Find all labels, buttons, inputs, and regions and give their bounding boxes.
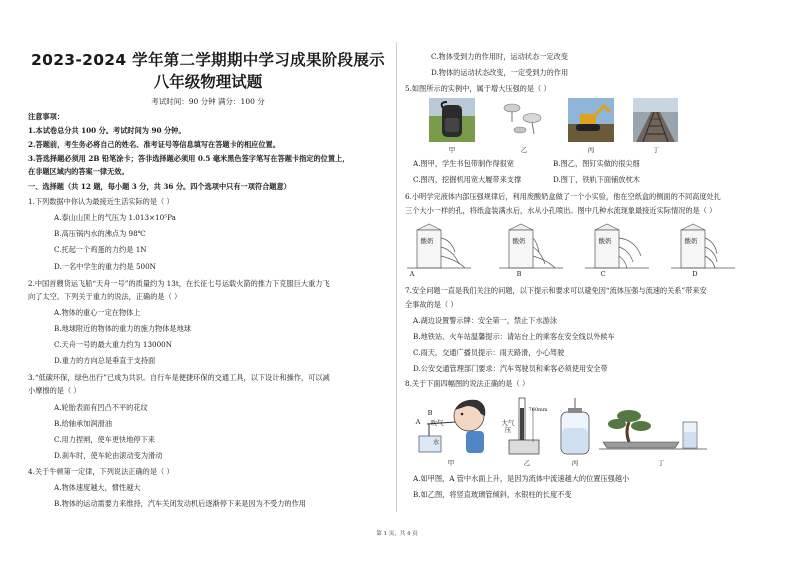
milk-carton-c — [585, 222, 649, 270]
figure-caption: 丁 — [657, 459, 665, 467]
option: B.地铁站、火车站温馨提示：请站台上的乘客在安全线以外候车 — [413, 332, 615, 341]
section-heading: 一、选择题（共 12 题，每小题 3 分，共 36 分。四个选项中只有一项符合题意） — [28, 182, 291, 191]
option: A.湖边设置警示牌：安全第一，禁止下水游泳 — [413, 316, 558, 325]
figure-caption: 乙 — [520, 146, 528, 154]
carton-label: 酸奶 — [598, 237, 612, 245]
excavator-image — [568, 98, 614, 142]
figure-caption: D — [692, 270, 698, 278]
bonsai-water-figure — [599, 402, 707, 454]
question-stem: 4.关于牛顿第一定律，下列说法正确的是（ ） — [28, 467, 174, 476]
height-label: 760mm — [528, 407, 548, 413]
figure-caption: 丙 — [587, 146, 595, 154]
milk-carton-d — [671, 222, 735, 270]
question-stem: 6.小明学完液体内部压强规律后，利用废酸奶盒做了一个小实验，他在空纸盒的侧面的不同高度处扎 — [405, 192, 721, 201]
question-stem: 1.下列数据中你认为最接近生活实际的是（ ） — [28, 197, 174, 206]
note-item: 在非题区域内的答案一律无效。 — [28, 167, 129, 176]
question-stem: 3.“低碳环保，绿色出行”已成为共识。自行车是便捷环保的交通工具，以下设计和操作，可以减 — [28, 373, 330, 382]
option: D.一名中学生的重力约是 500N — [54, 262, 156, 271]
option: B.物体的运动需要力来维持，汽车关闭发动机后逐渐停下来是因为不受力的作用 — [54, 499, 306, 508]
option: B.高压锅内水的沸点为 98℃ — [54, 229, 146, 238]
option: B.给轴承加润滑油 — [54, 419, 112, 428]
exam-info: 考试时间：90 分钟 满分：100 分 — [151, 97, 265, 106]
question-stem: 5.如图所示的实例中，属于增大压强的是（ ） — [405, 84, 551, 93]
figure-caption: C — [600, 270, 606, 278]
option: B.如乙图，将竖直玻璃管倾斜，水银柱的长度不变 — [413, 490, 572, 499]
option: C.天舟一号的最大重力约为 13000N — [54, 340, 173, 349]
page-footer: 第 1 页，共 4 页 — [376, 531, 418, 537]
option: C.图丙，挖掘机用宽大履带来支撑 — [413, 175, 522, 184]
milk-carton-b — [499, 222, 563, 270]
option: A.如甲图，A 管中水面上升，是因为流体中流速越大的位置压强越小 — [413, 474, 630, 483]
note-item: 2.答题前，考生务必将自己的姓名、准考证号等信息填写在答题卡的相应位置。 — [28, 140, 280, 149]
figure-caption: 丁 — [652, 146, 660, 154]
column-divider — [396, 42, 397, 512]
option: D.物体的运动状态改变，一定受到力的作用 — [431, 68, 569, 77]
railway-track-image — [633, 98, 678, 142]
option: A.图甲，学生书包带制作得很宽 — [413, 159, 514, 168]
figure-caption: 甲 — [448, 146, 456, 154]
exam-title: 2023-2024 学年第二学期期中学习成果阶段展示 — [31, 51, 385, 69]
figure-caption: 乙 — [523, 459, 531, 467]
atm-label: 大气压 — [501, 419, 515, 434]
option: D.公安交通管理部门要求：汽车驾驶员和乘客必须使用安全带 — [413, 364, 608, 373]
option: D.重力的方向总是垂直于支持面 — [54, 356, 156, 365]
carton-label: 酸奶 — [512, 237, 526, 245]
option: A.物体速度越大，惯性越大 — [54, 483, 141, 492]
option: B.地球附近的物体的重力的施力物体是地球 — [54, 324, 191, 333]
notes-heading: 注意事项： — [28, 112, 64, 121]
option: C.托起一个鸡蛋的力约是 1N — [54, 245, 147, 254]
milk-carton-a — [407, 222, 471, 270]
tube-label-a: A — [415, 418, 421, 426]
option: A.轮胎表面有凹凸不平的花纹 — [54, 403, 148, 412]
question-stem: 向了太空。下列关于重力的说法，正确的是（ ） — [28, 292, 182, 301]
carton-label: 酸奶 — [420, 237, 434, 245]
blow-label: 吹气 — [430, 419, 444, 427]
figure-caption: A — [409, 270, 415, 278]
option: C.用力捏闸，使车更快地停下来 — [54, 435, 155, 444]
option: A.物体的重心一定在物体上 — [54, 308, 141, 317]
note-item: 1.本试卷总分共 100 分。考试时间为 90 分钟。 — [28, 126, 186, 135]
bottle-tube-figure — [555, 398, 595, 456]
blowing-straw-figure — [411, 394, 499, 456]
note-item: 3.答选择题必须用 2B 铅笔涂卡；答非选择题必须用 0.5 毫米黑色签字笔写在答题卡指定的位置上， — [28, 154, 350, 163]
figure-caption: 甲 — [447, 459, 455, 467]
water-label: 水 — [432, 438, 440, 446]
carton-label: 酸奶 — [684, 237, 698, 245]
option: B.图乙，图钉实做的很尖细 — [553, 159, 640, 168]
question-stem: 三个大小一样的孔，将纸盒装满水后，水从小孔喷出。图中几种水流现象最接近实际情况的是（ ） — [405, 206, 717, 215]
question-stem: 7.安全问题一直是我们关注的问题，以下提示和要求可以避免因“流体压强与流速的关系”带来安 — [405, 286, 707, 295]
question-stem: 2.中国首艘货运飞船“天舟一号”的质量约为 13t，在长征七号运载火箭的推力下克服巨大重力飞 — [28, 279, 330, 288]
option: C.雨天，交通广播员提示：雨天路滑，小心驾驶 — [413, 348, 565, 357]
tube-label-b: B — [427, 409, 433, 417]
option: A.泰山山顶上的气压为 1.013×10⁵Pa — [54, 213, 176, 222]
figure-caption: 丙 — [571, 459, 579, 467]
figure-caption: B — [516, 270, 522, 278]
option: D.刹车时，使车轮由滚动变为滑动 — [54, 451, 163, 460]
option: D.图丁，铁轨下面铺放枕木 — [553, 175, 640, 184]
question-stem: 小摩擦的是（ ） — [28, 386, 81, 395]
backpack-image — [429, 98, 475, 142]
question-stem: 全事故的是（ ） — [405, 300, 458, 309]
option: C.物体受到力的作用时，运动状态一定改变 — [431, 52, 568, 61]
thumbtack-image — [498, 98, 550, 142]
exam-subtitle: 八年级物理试题 — [153, 73, 263, 91]
question-stem: 8.关于下面四幅图的说法正确的是（ ） — [405, 379, 530, 388]
